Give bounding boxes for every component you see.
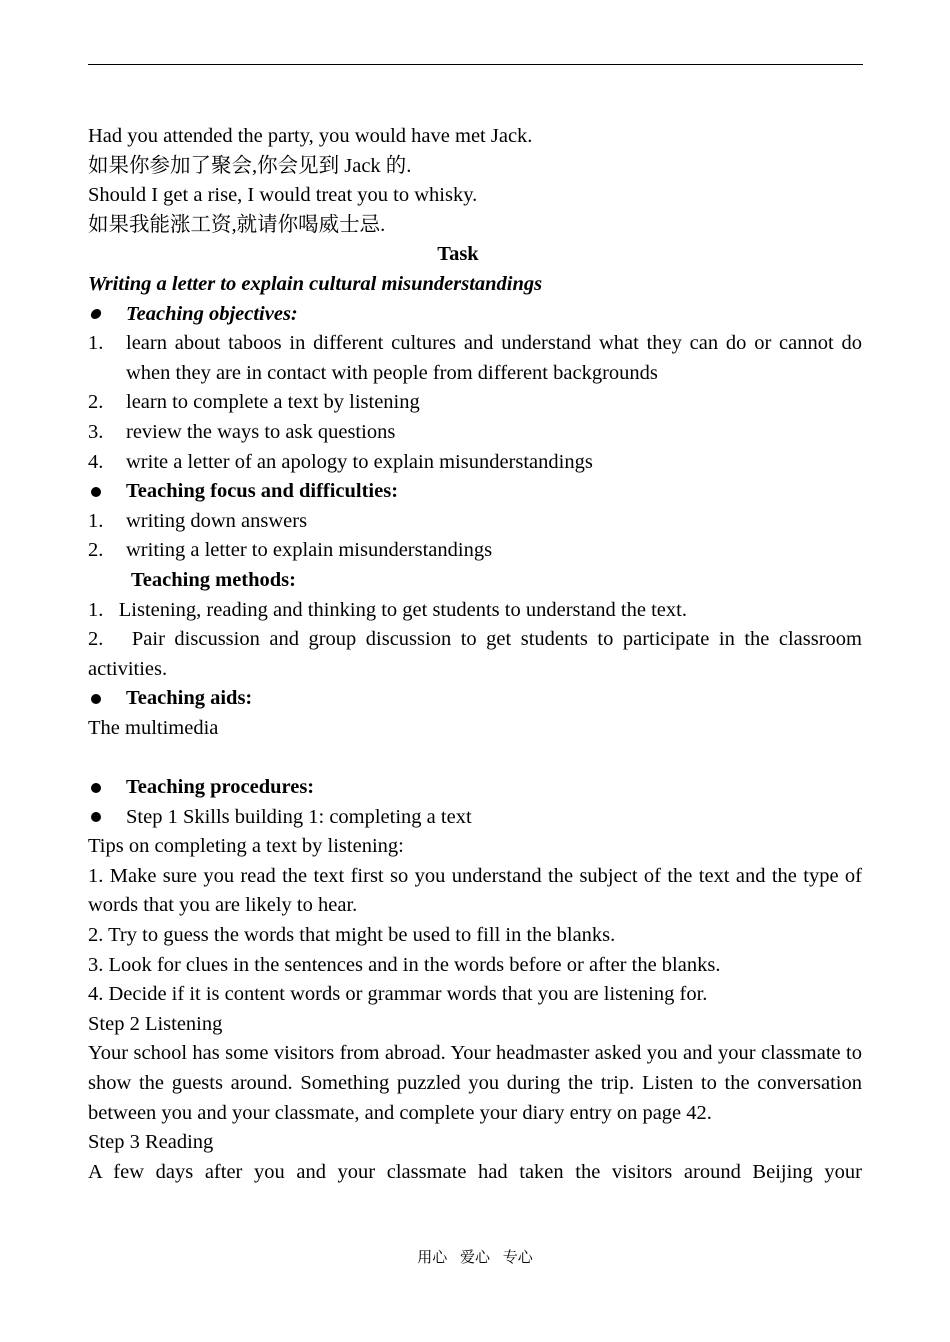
list-item — [88, 388, 862, 418]
list-text: review the ways to ask questions — [126, 420, 396, 443]
list-item — [88, 418, 862, 448]
bullet-icon — [91, 487, 101, 497]
task-heading: Task — [437, 243, 479, 266]
objectives-heading: Teaching objectives: — [126, 302, 298, 325]
list-number: 3. — [88, 420, 104, 443]
bullet-icon — [90, 309, 102, 319]
list-item — [88, 536, 862, 566]
list-number: 2. — [88, 391, 104, 414]
list-number: 2. — [88, 539, 104, 562]
aids-heading-row — [88, 684, 862, 714]
methods-item-1: 1. Listening, reading and thinking to get students to understand the text. — [88, 598, 687, 621]
spacer — [88, 743, 862, 773]
list-item — [88, 448, 862, 478]
tips-heading: Tips on completing a text by listening: — [88, 835, 404, 858]
bullet-icon — [91, 783, 101, 793]
header-rule — [88, 64, 863, 65]
list-number: 1. — [88, 332, 104, 355]
bullet-icon — [91, 812, 101, 822]
page-footer — [0, 1246, 950, 1267]
example-sentence-2: Should I get a rise, I would treat you to whisky. — [88, 184, 478, 207]
procedures-heading: Teaching procedures: — [126, 776, 315, 799]
step2-heading: Step 2 Listening — [88, 1012, 223, 1035]
document-body — [88, 122, 868, 1187]
step3-heading: Step 3 Reading — [88, 1131, 214, 1154]
tip-item: 4. Decide if it is content words or grammar words that you are listening for. — [88, 983, 708, 1006]
tip-item: 3. Look for clues in the sentences and in the words before or after the blanks. — [88, 953, 721, 976]
example-translation-1: 如果你参加了聚会,你会见到 Jack 的. — [88, 154, 412, 177]
objectives-heading-row — [88, 300, 862, 330]
aids-text: The multimedia — [88, 716, 219, 739]
tip-item: 1. Make sure you read the text first so you understand the subject of the text and the type of words that you are likely to hear. — [88, 864, 862, 917]
example-translation-2: 如果我能涨工资,就请你喝威士忌. — [88, 213, 386, 236]
list-text: write a letter of an apology to explain misunderstandings — [126, 450, 593, 473]
list-text: learn to complete a text by listening — [126, 391, 420, 414]
list-number: 4. — [88, 450, 104, 473]
step1-row — [88, 803, 862, 833]
aids-heading: Teaching aids: — [126, 687, 253, 710]
focus-heading: Teaching focus and difficulties: — [126, 480, 399, 503]
footer-word: 爱心 — [459, 1248, 490, 1266]
step2-text: Your school has some visitors from abroad. Your headmaster asked you and your classmate to show the guests around. Something puzzled you during the trip. Listen to the conversation between you and your classmate, and complete your diary entry on page 42. — [88, 1042, 862, 1124]
step3-text — [88, 1158, 862, 1188]
step3-text-content: A few days after you and your classmate had taken the visitors around Beijing your — [88, 1160, 862, 1183]
list-item — [88, 329, 862, 388]
tip-item: 2. Try to guess the words that might be used to fill in the blanks. — [88, 924, 616, 947]
task-title: Writing a letter to explain cultural misunderstandings — [88, 272, 543, 295]
list-text: learn about taboos in different cultures and understand what they can do or cannot do when they are in contact with people from different backgrounds — [126, 332, 862, 384]
methods-item-2: 2. Pair discussion and group discussion to get students to participate in the classroom activities. — [88, 628, 868, 680]
bullet-icon — [91, 694, 101, 704]
footer-word: 用心 — [417, 1248, 448, 1266]
list-text: writing a letter to explain misunderstandings — [126, 539, 493, 562]
list-number: 1. — [88, 509, 104, 532]
procedures-heading-row — [88, 773, 862, 803]
example-sentence-1: Had you attended the party, you would have met Jack. — [88, 125, 533, 147]
list-text: writing down answers — [126, 509, 308, 532]
methods-heading: Teaching methods: — [131, 568, 296, 591]
focus-heading-row — [88, 477, 862, 507]
footer-word: 专心 — [502, 1248, 533, 1266]
step1-heading: Step 1 Skills building 1: completing a text — [126, 805, 472, 828]
list-item — [88, 507, 862, 537]
